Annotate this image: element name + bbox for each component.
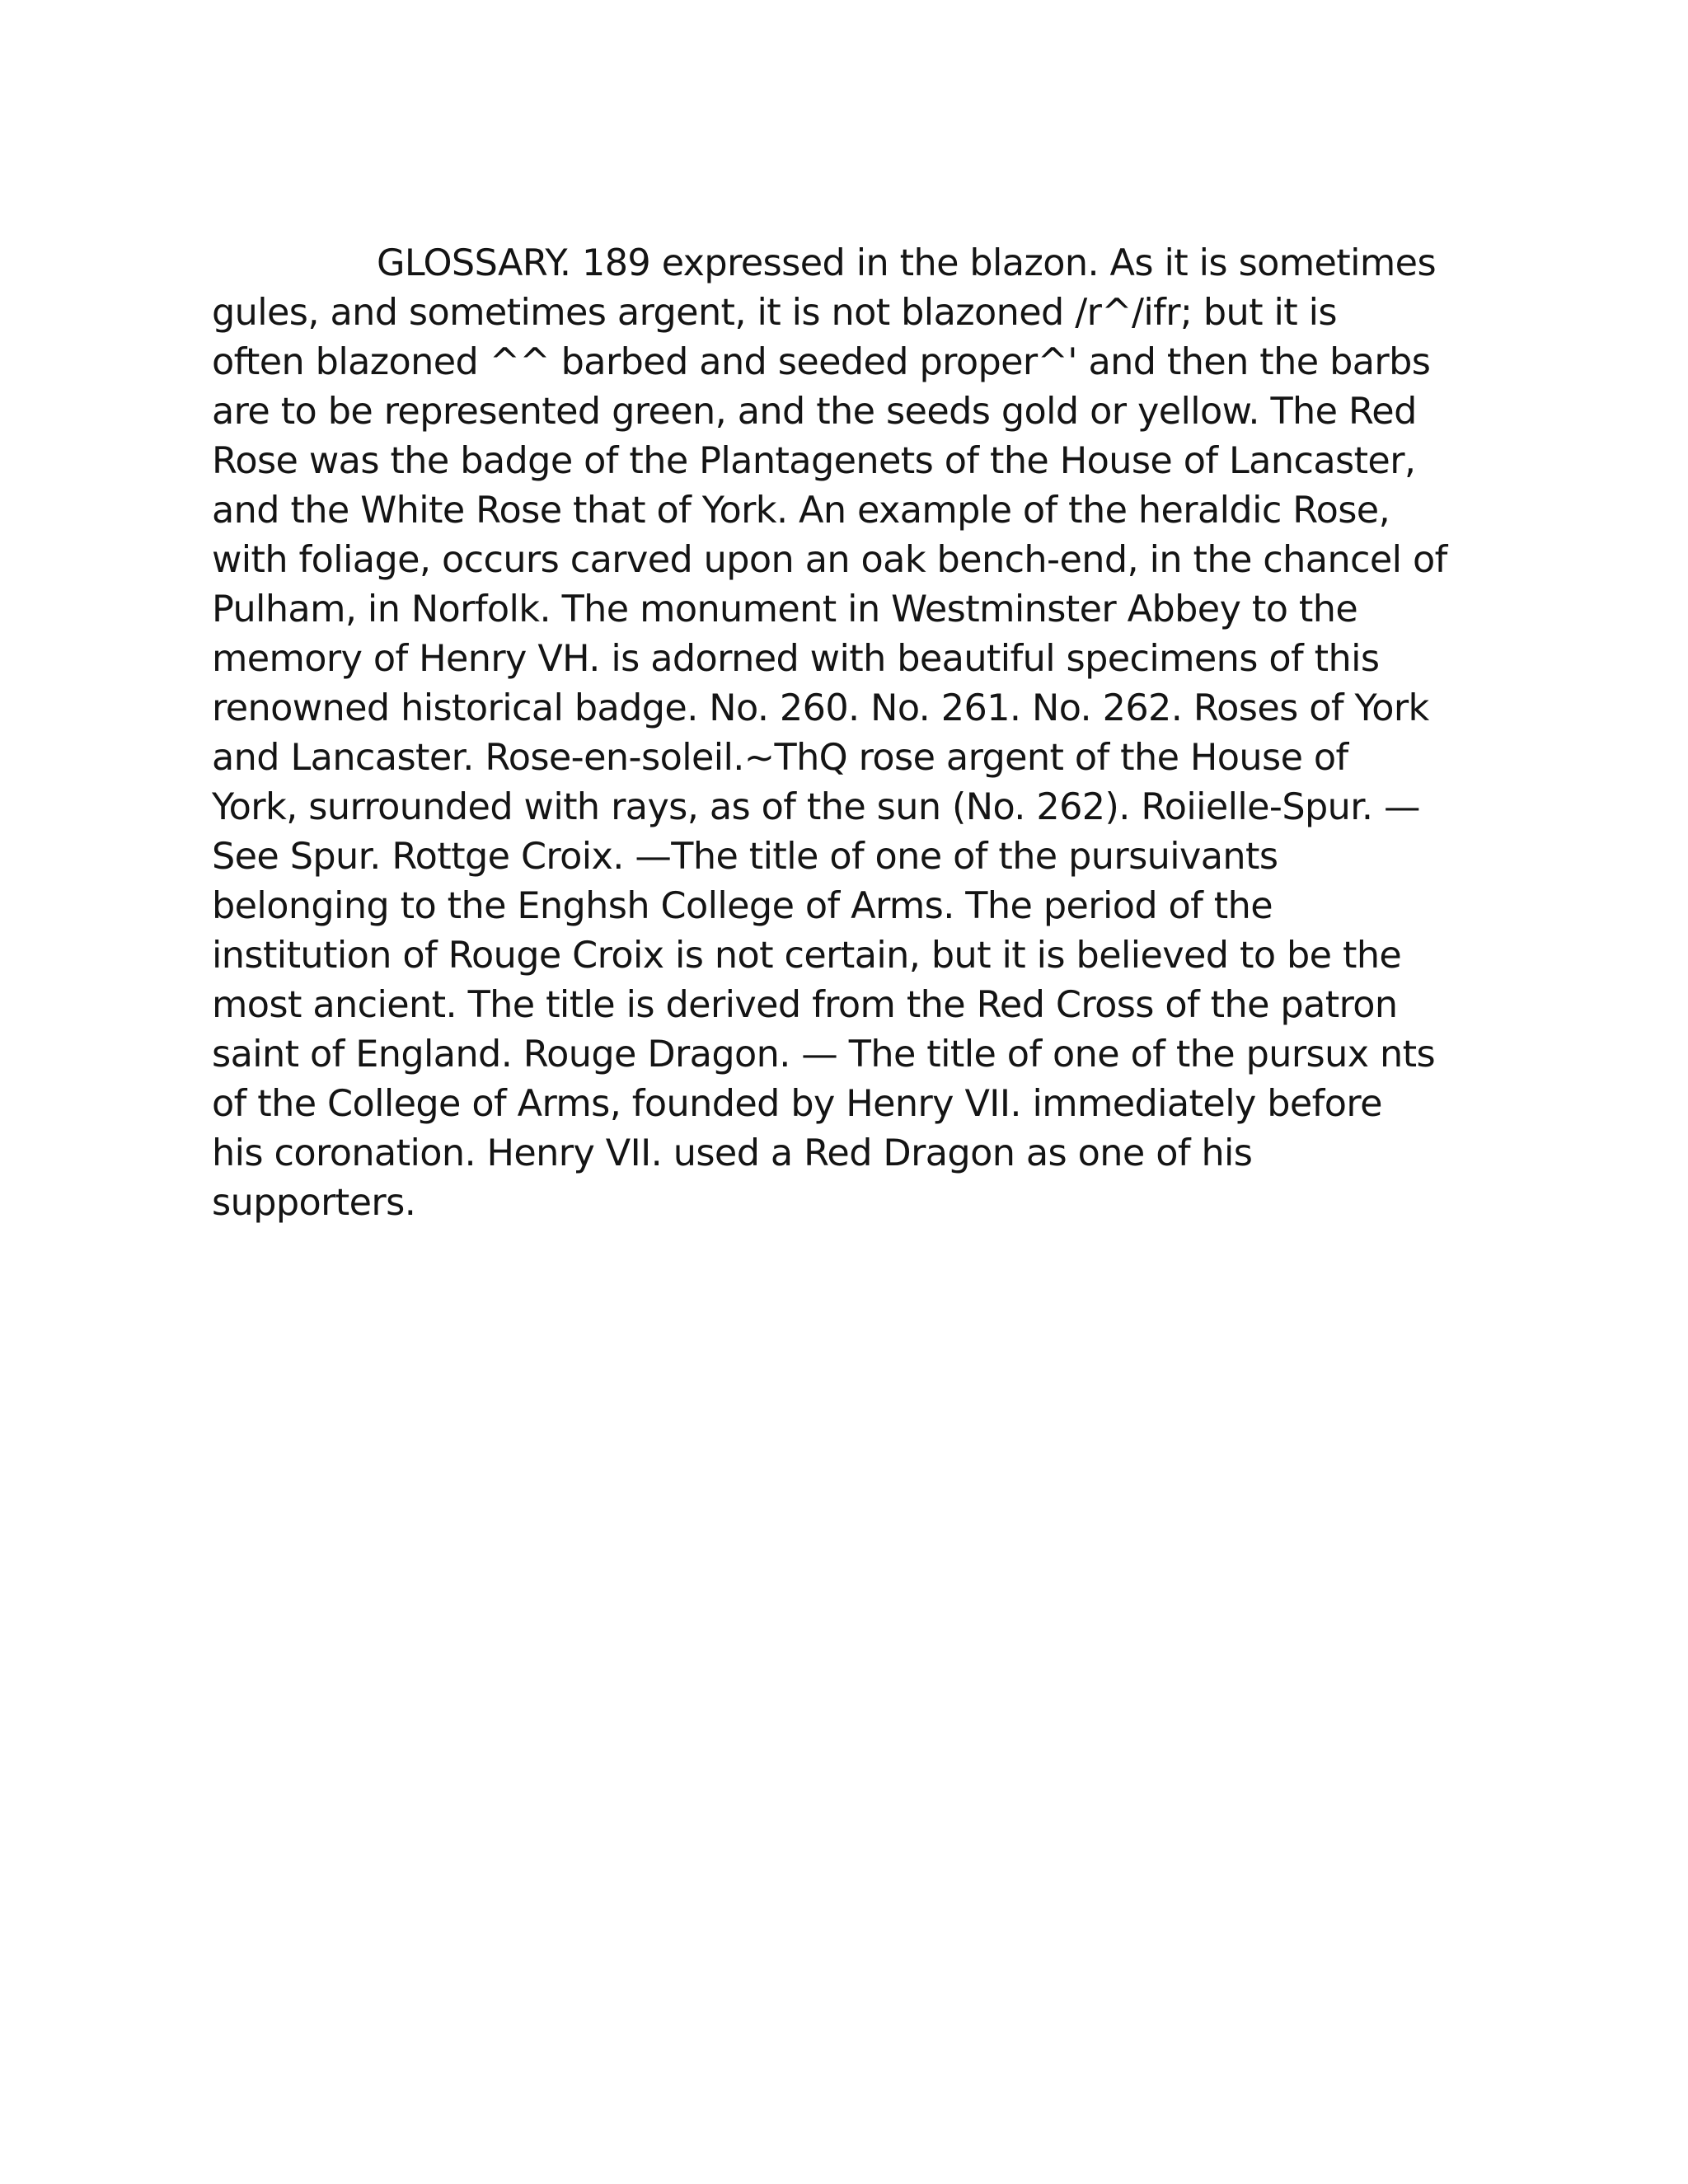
text-line: renowned historical badge. No. 260. No. 261. No. 262. Roses of York [212,687,1429,729]
text-line: are to be represented green, and the seeds gold or yellow. The Red [212,391,1417,433]
text-line: most ancient. The title is derived from the Red Cross of the patron [212,984,1398,1026]
text-line: memory of Henry VH. is adorned with beautiful specimens of this [212,638,1380,680]
text-line: York, surrounded with rays, as of the sun (No. 262). Roiielle-Spur. — [212,786,1420,828]
text-line: belonging to the Enghsh College of Arms. The period of the [212,885,1273,927]
text-line: gules, and sometimes argent, it is not blazoned /r^/ifr; but it is [212,292,1337,334]
text-line: often blazoned ^^ barbed and seeded proper^' and then the barbs [212,341,1431,383]
text-line: saint of England. Rouge Dragon. — The title of one of the pursux nts [212,1033,1436,1076]
text-line: of the College of Arms, founded by Henry VII. immediately before [212,1083,1382,1125]
text-line: and the White Rose that of York. An example of the heraldic Rose, [212,490,1390,532]
text-line: Pulham, in Norfolk. The monument in Westminster Abbey to the [212,588,1358,630]
body-text [212,239,1481,1228]
text-line-first: GLOSSARY. 189 expressed in the blazon. As it is sometimes [377,242,1437,284]
text-line: institution of Rouge Croix is not certain, but it is believed to be the [212,935,1402,977]
text-line: Rose was the badge of the Plantagenets of the House of Lancaster, [212,440,1416,482]
text-line: with foliage, occurs carved upon an oak bench-end, in the chancel of [212,539,1447,581]
text-line: See Spur. Rottge Croix. —The title of one of the pursuivants [212,836,1278,878]
text-line: his coronation. Henry VII. used a Red Dragon as one of his [212,1132,1253,1174]
text-line: supporters. [212,1182,416,1224]
text-line: and Lancaster. Rose-en-soleil.~ThQ rose argent of the House of [212,737,1348,779]
